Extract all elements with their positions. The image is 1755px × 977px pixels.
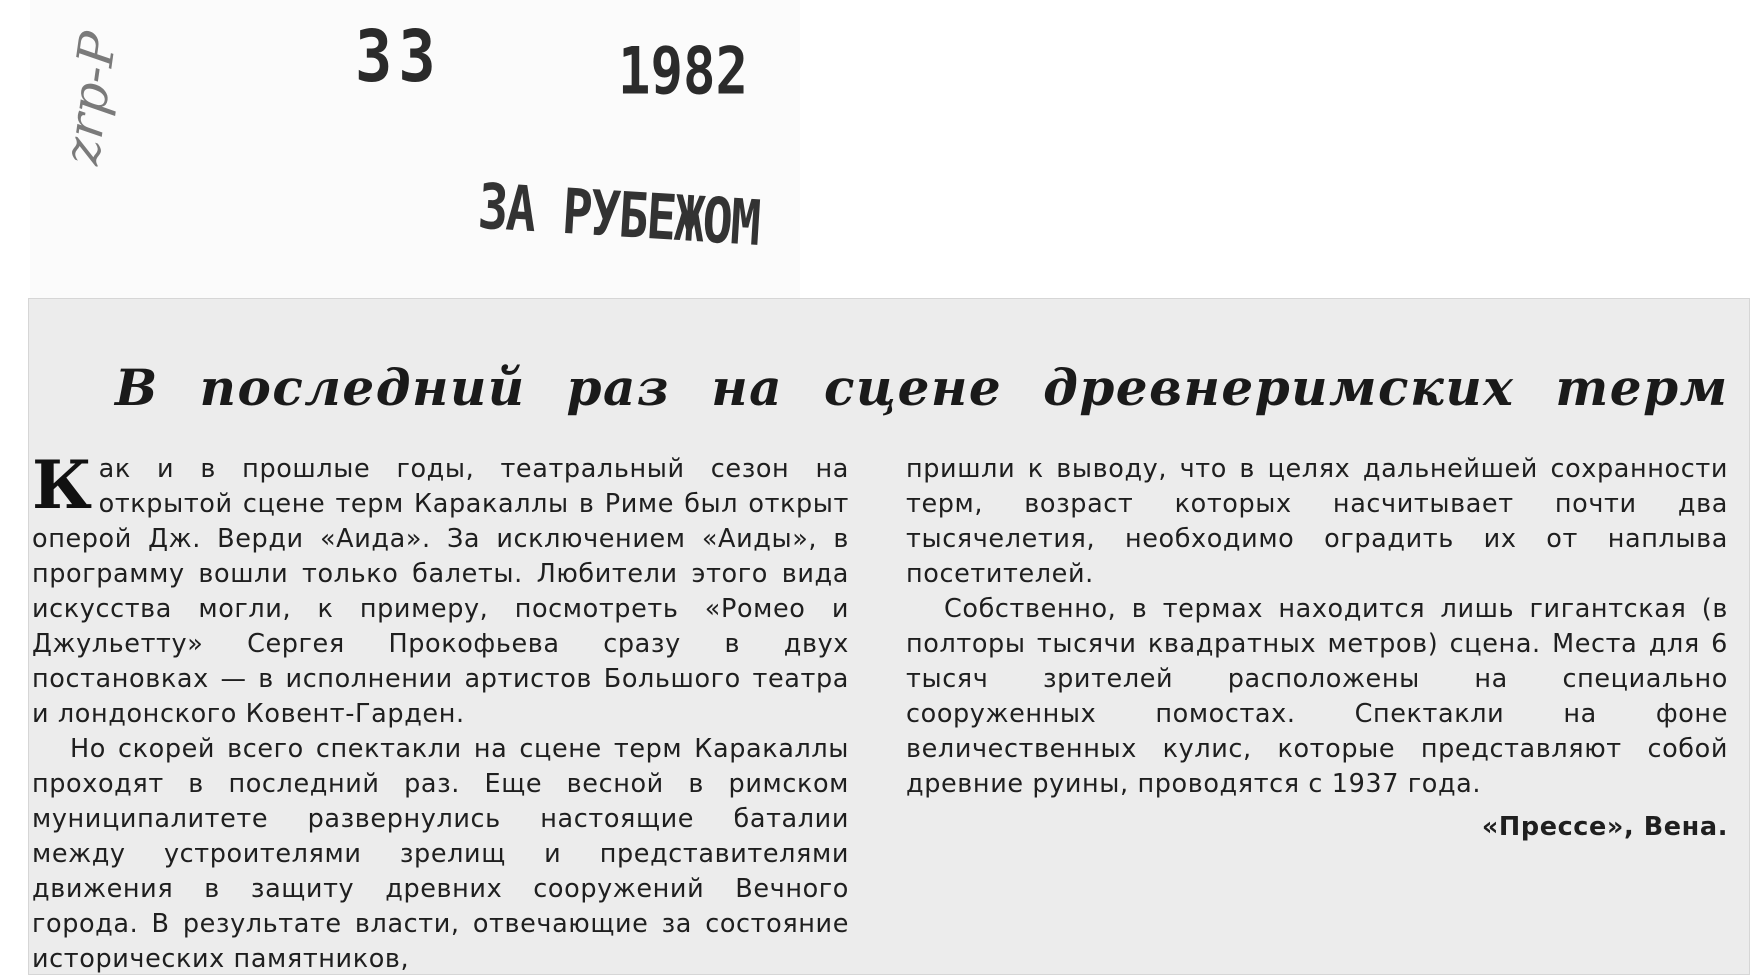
issue-number-stamp: 33 [355,14,442,99]
paragraph [32,446,849,732]
paragraph-text: ак и в прошлые годы, театральный сезон на открытой сцене терм Каракаллы в Риме был открыт оперой Дж. Верди «Аида». За исключением «Аиды», в программу вошли только балеты. Любители этого вида искусства могли, к примеру, посмотреть «Ромео и Джульетту» Сергея Прокофьева сразу в двух постановках — в исполнении артистов Большого театра и лондонского Ковент-Гарден. [32,454,849,729]
handwritten-note: zrp-P [52,28,128,169]
article-column-right [906,452,1728,845]
paragraph: Собственно, в термах находится лишь гигантская (в полторы тысячи квадратных метров) сцена. Места для 6 тысяч зрителей расположены на специально сооруженных помостах. Спектакли на фоне величественных кулис, которые представляют собой древние руины, проводятся с 1937 года. [906,594,1728,799]
year-stamp: 1982 [618,33,749,110]
paragraph: пришли к выводу, что в целях дальнейшей сохранности терм, возраст которых насчитывает почти два тысячелетия, необходимо оградить их от наплыва посетителей. [906,454,1728,589]
paragraph: Но скорей всего спектакли на сцене терм Каракаллы проходят в последний раз. Еще весной в римском муниципалитете развернулись настоящие баталии между устроителями зрелищ и представителями движения в защиту древних сооружений Вечного города. В результате власти, отвечающие за состояние исторических памятников, [32,734,849,974]
section-stamp: ЗА РУБЕЖОМ [476,170,761,260]
article-headline: В последний раз на сцене древнеримских терм [115,358,1729,417]
drop-cap: К [32,446,93,524]
article-source: «Прессе», Вена. [1481,812,1728,842]
article-column-left [32,446,849,977]
